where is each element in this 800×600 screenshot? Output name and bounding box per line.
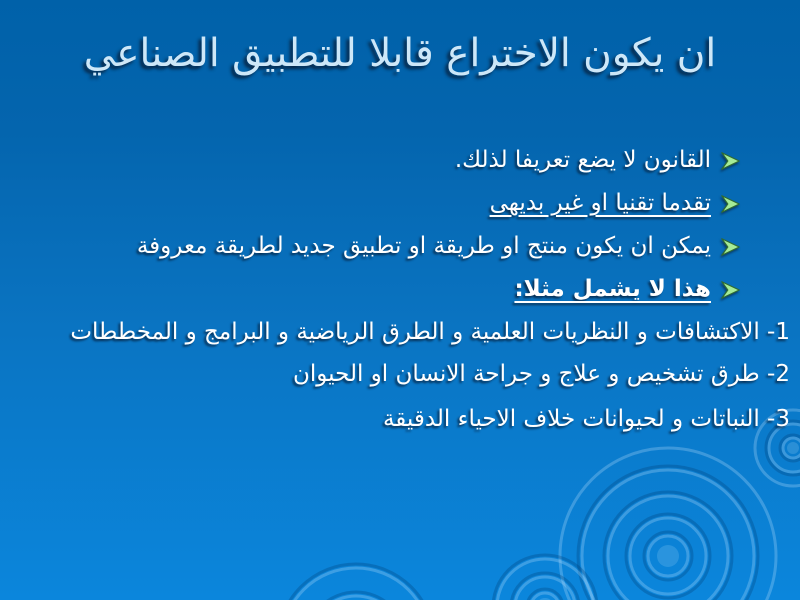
arrow-bullet-icon [720,236,742,258]
bullet-item-4 [55,272,790,307]
bullet-item-2 [55,186,790,221]
slide-title: ان يكون الاختراع قابلا للتطبيق الصناعي [83,31,717,76]
numbered-item-1: 1- الاكتشافات و النظريات العلمية و الطرق الرياضية و البرامج و المخططات [70,319,790,345]
bullet-text: يمكن ان يكون منتج او طريقة او تطبيق جديد لطريقة معروفة [136,233,711,259]
bullet-text-underlined: تقدما تقنيا او غير بديهى [489,190,711,216]
arrow-bullet-icon [720,150,742,172]
ripple-medium [493,555,597,600]
bullet-text-bold-underlined: هذا لا يشمل مثلا: [514,276,711,302]
bullet-text: القانون لا يضع تعريفا لذلك. [454,147,711,173]
ripple-large [560,448,776,600]
ripple-bottom-cut [278,564,434,600]
numbered-item-3: 3- النباتات و لحيوانات خلاف الاحياء الدقيقة [382,406,790,432]
bullet-item-1 [55,143,790,178]
slide-body [55,143,790,444]
numbered-item-2: 2- طرق تشخيص و علاج و جراحة الانسان او الحيوان [293,361,790,387]
bullet-item-3 [55,229,790,264]
arrow-bullet-icon [720,193,742,215]
arrow-bullet-icon [720,279,742,301]
